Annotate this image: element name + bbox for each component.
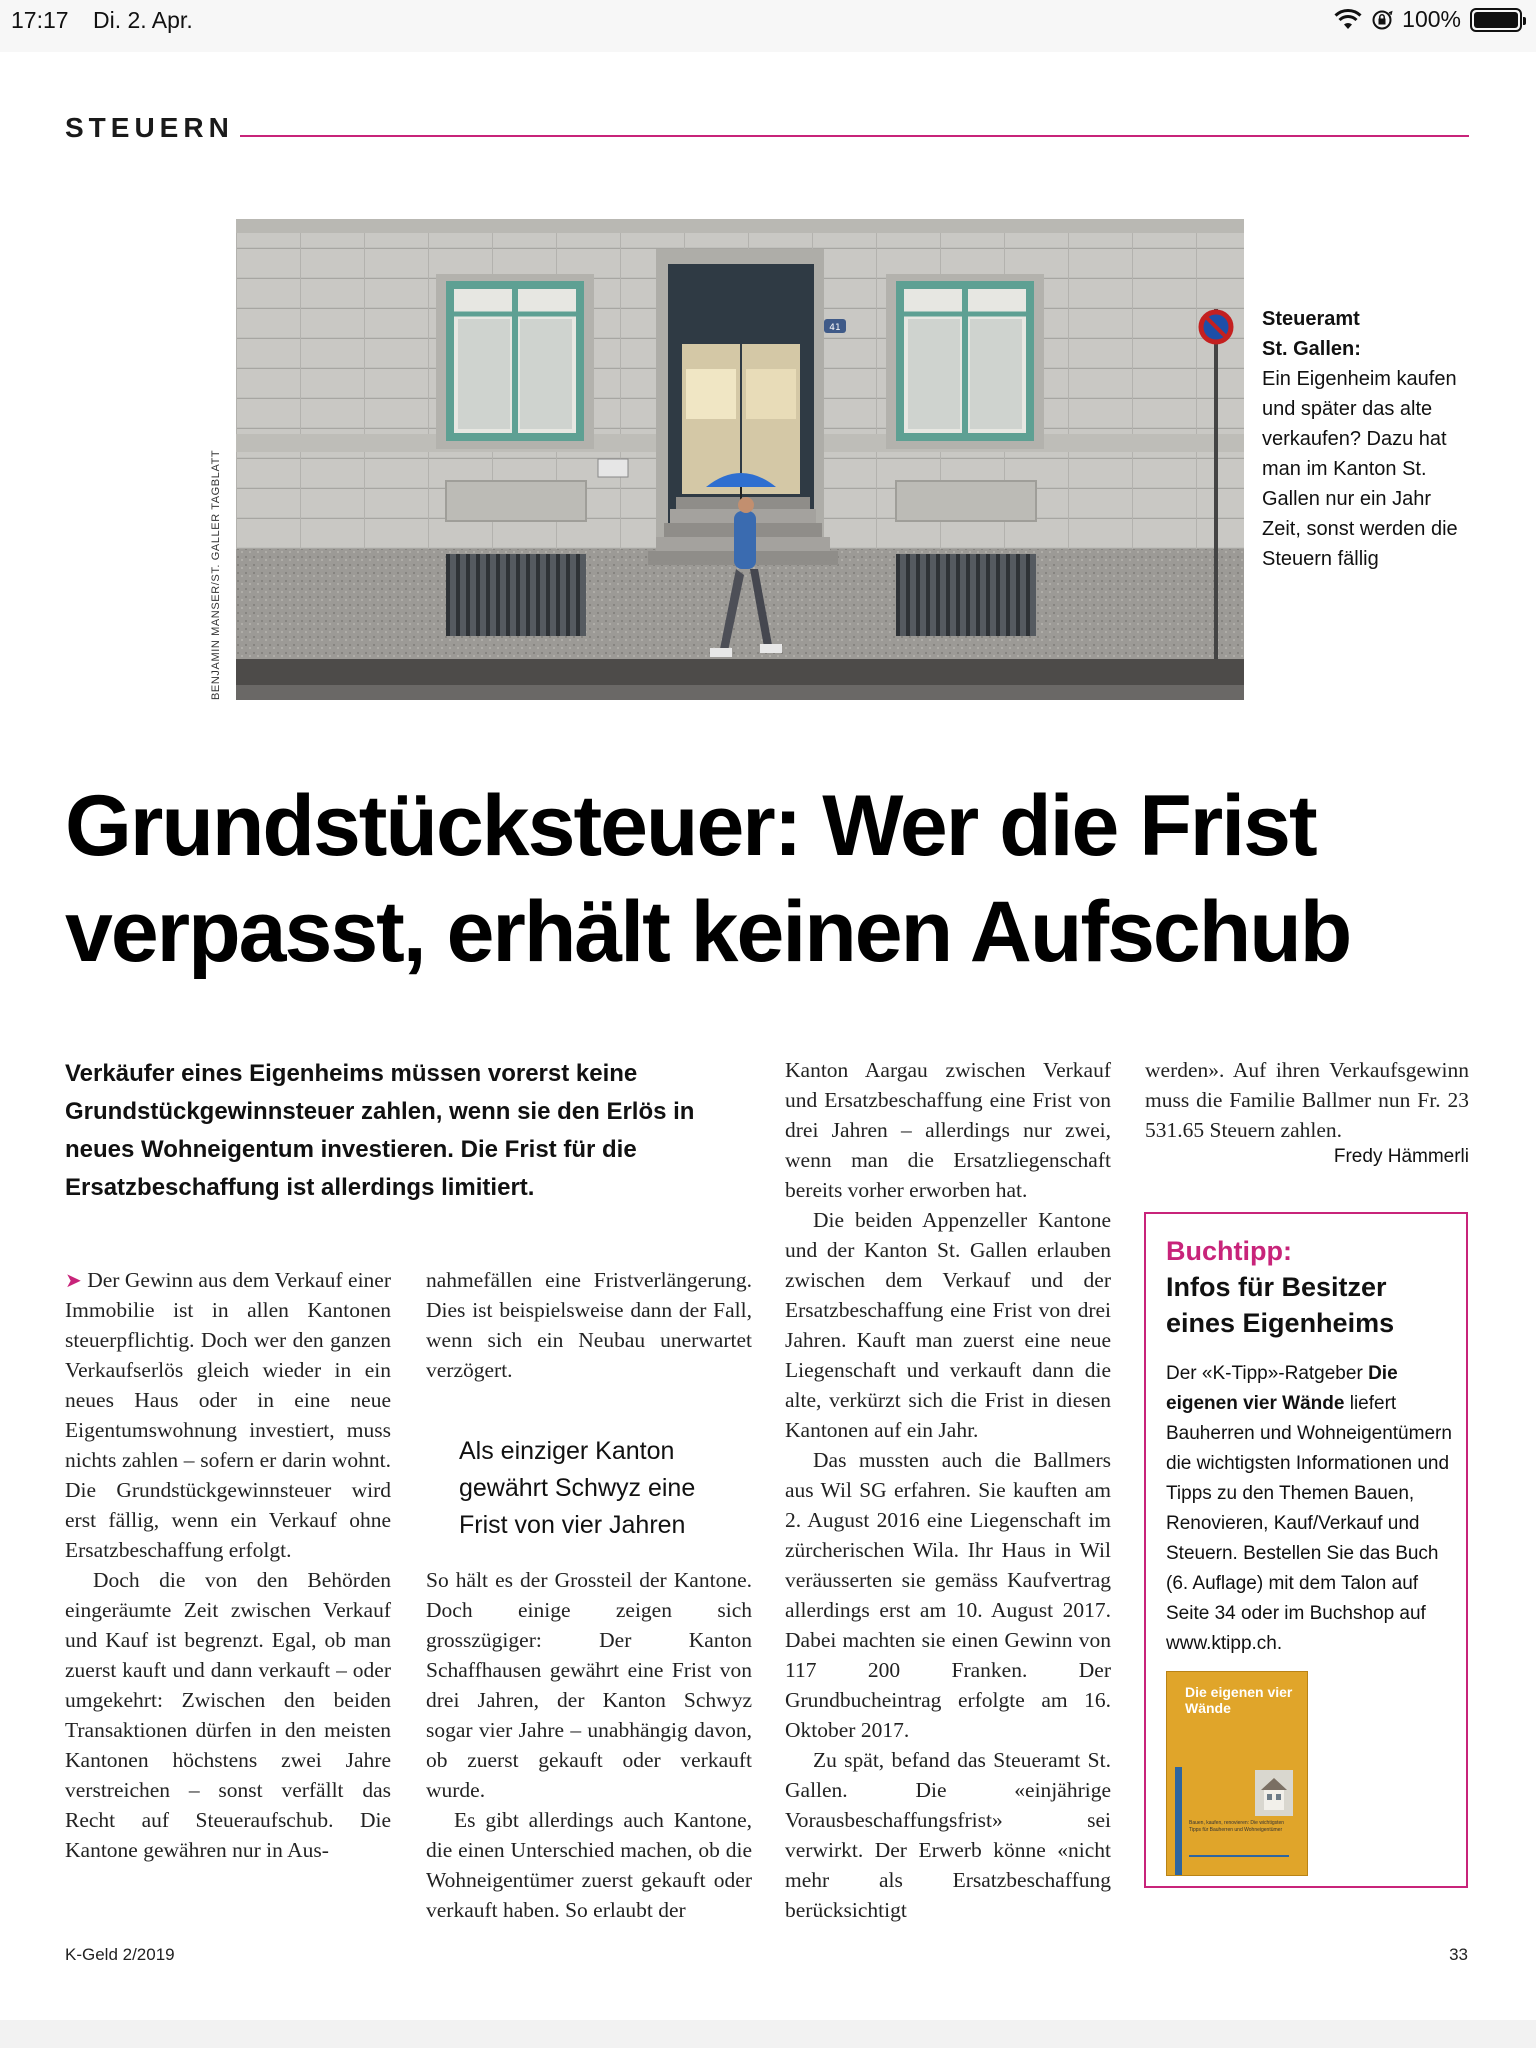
article-author: Fredy Hämmerli xyxy=(1333,1146,1469,1167)
book-cover-title: Die eigenen vier Wände xyxy=(1185,1684,1293,1716)
status-bar xyxy=(0,0,1536,52)
caption-title-line2: St. Gallen: xyxy=(1262,338,1361,360)
article-column-4 xyxy=(1145,1055,1469,1145)
battery-icon xyxy=(1470,8,1522,32)
arrow-icon: ➤ xyxy=(65,1268,82,1292)
book-cover xyxy=(1166,1671,1308,1876)
bottom-bar xyxy=(0,2020,1536,2048)
book-tip-text xyxy=(1166,1359,1458,1659)
status-date: Di. 2. Apr. xyxy=(93,7,193,33)
book-tip-book-name: Die eigenen vier Wände xyxy=(1166,1363,1398,1414)
article-column-2-lower xyxy=(426,1565,752,1925)
article-headline: Grundstücksteuer: Wer die Frist verpasst, erhält keinen Aufschub xyxy=(65,778,1351,980)
status-icons xyxy=(1334,6,1522,33)
house-icon xyxy=(1255,1770,1293,1816)
section-divider xyxy=(240,135,1469,137)
pull-quote: Als einziger Kanton gewährt Schwyz eine Frist von vier Jahren xyxy=(459,1437,696,1539)
col4-paragraph-1: werden». Auf ihren Verkaufsgewinn muss die Familie Ballmer nun Fr. 23 531.65 Steuern zahlen. xyxy=(1145,1058,1469,1142)
book-tip-subtitle: Infos für Besitzer eines Eigenheims xyxy=(1166,1272,1395,1338)
caption-text: Ein Eigenheim kaufen und später das alte verkaufen? Dazu hat man im Kanton St. Gallen nur ein Jahr Zeit, sonst werden die Steuern fällig xyxy=(1262,368,1458,570)
col2-paragraph-3: Es gibt allerdings auch Kantone, die einen Unterschied machen, ob die Wohneigentümer zuerst gekauft oder verkauft haben. So erlaubt der xyxy=(426,1808,752,1922)
article-column-1 xyxy=(65,1265,391,1865)
book-tip-text-post: liefert Bauherren und Wohneigentümern die wichtigsten Informationen und Tipps zu den Themen Bauen, Renovieren, Kauf/Verkauf und Steuern. Bestellen Sie das Buch (6. Auflage) mit dem Talon auf Seite 34 oder im Buchshop auf www.ktipp.ch. xyxy=(1166,1393,1452,1654)
book-tip-text-pre: Der «K-Tipp»-Ratgeber xyxy=(1166,1363,1363,1384)
col2-paragraph-2: So hält es der Grossteil der Kantone. Doch einige zeigen sich grosszügiger: Der Kanton Schaffhausen gewährt eine Frist von drei Jahren, der Kanton Schwyz sogar vier Jahre – unabhängig davon, ob zuerst gekauft oder verkauft wurde. xyxy=(426,1568,752,1802)
col1-paragraph-1 xyxy=(65,1265,391,1565)
article-column-2 xyxy=(426,1265,752,1385)
orientation-lock-icon xyxy=(1371,9,1393,31)
wifi-icon xyxy=(1334,8,1362,32)
house-number: 41 xyxy=(829,323,841,333)
col3-paragraph-4: Zu spät, befand das Steueramt St. Gallen. Die «einjährige Vorausbeschaffungsfrist» sei verwirkt. Der Erwerb könne «nicht mehr als Ersatzbeschaffung berücksichtigt xyxy=(785,1748,1111,1922)
col1-paragraph-2: Doch die von den Behörden eingeräumte Zeit zwischen Verkauf und Kauf ist begrenzt. Egal, ob man zuerst kauft und dann verkauft – oder umgekehrt: Zwischen den beiden Transaktionen dürfen in den meisten Kantonen höchstens zwei Jahre verstreichen – sonst verfällt das Recht auf Steueraufschub. Die Kantone gewähren nur in Aus- xyxy=(65,1568,391,1862)
photo-caption xyxy=(1262,304,1462,574)
footer-page-number: 33 xyxy=(1449,1945,1468,1964)
battery-percentage: 100% xyxy=(1402,6,1461,32)
status-time: 17:17 xyxy=(11,7,69,33)
col1-paragraph-1-text: Der Gewinn aus dem Verkauf einer Immobilie ist in allen Kantonen steuerpflichtig. Doch wer den ganzen Verkaufserlös gleich wieder in ein neues Haus oder in eine neue Eigentumswohnung investiert, muss nichts zahlen – sofern er darin wohnt. Die Grundstückgewinnsteuer wird erst fällig, wenn ein Verkauf ohne Ersatzbeschaffung erfolgt. xyxy=(65,1268,391,1562)
photo-credit: BENJAMIN MANSER/ST. GALLER TAGBLATT xyxy=(210,449,222,700)
book-cover-bar xyxy=(1189,1855,1289,1857)
book-cover-spine xyxy=(1175,1767,1182,1875)
building-facade-image xyxy=(236,219,1244,700)
book-tip-title: Buchtipp: xyxy=(1166,1236,1292,1266)
col3-paragraph-2: Die beiden Appenzeller Kantone und der Kanton St. Gallen erlauben zwischen dem Verkauf und der Ersatzbeschaffung eine Frist von drei Jahren. Kauft man zuerst eine neue Liegenschaft und verkauft dann die alte, verkürzt sich die Frist in diesen Kantonen auf ein Jahr. xyxy=(785,1208,1111,1442)
article-lead: Verkäufer eines Eigenheims müssen vorerst keine Grundstückgewinnsteuer zahlen, wenn sie den Erlös in neues Wohneigentum investieren. Die Frist für die Ersatzbeschaffung ist allerdings limitiert. xyxy=(65,1060,695,1201)
section-label: STEUERN xyxy=(65,112,234,143)
book-tip-box xyxy=(1144,1212,1468,1888)
col3-paragraph-1: Kanton Aargau zwischen Verkauf und Ersatzbeschaffung eine Frist von drei Jahren – allerdings nur zwei, wenn man die Ersatzliegenschaft bereits vorher erworben hat. xyxy=(785,1058,1111,1202)
footer-publication: K-Geld 2/2019 xyxy=(65,1945,175,1964)
book-cover-subtitle: Bauen, kaufen, renovieren: Die wichtigsten Tipps für Bauherren und Wohneigentümer xyxy=(1189,1820,1285,1833)
col3-paragraph-3: Das mussten auch die Ballmers aus Wil SG erfahren. Sie kauften am 2. August 2016 eine Liegenschaft im zürcherischen Wila. Ihr Haus in Wil veräusserten sie gemäss Kaufvertrag allerdings erst am 10. August 2017. Dabei machten sie einen Gewinn von 117 200 Franken. Der Grundbucheintrag erfolgte am 16. Oktober 2017. xyxy=(785,1448,1111,1742)
article-column-3 xyxy=(785,1055,1111,1925)
col2-paragraph-1: nahmefällen eine Fristverlängerung. Dies ist beispielsweise dann der Fall, wenn sich ein Neubau unerwartet verzögert. xyxy=(426,1268,752,1382)
article-photo xyxy=(236,219,1244,700)
caption-title-line1: Steueramt xyxy=(1262,308,1360,330)
